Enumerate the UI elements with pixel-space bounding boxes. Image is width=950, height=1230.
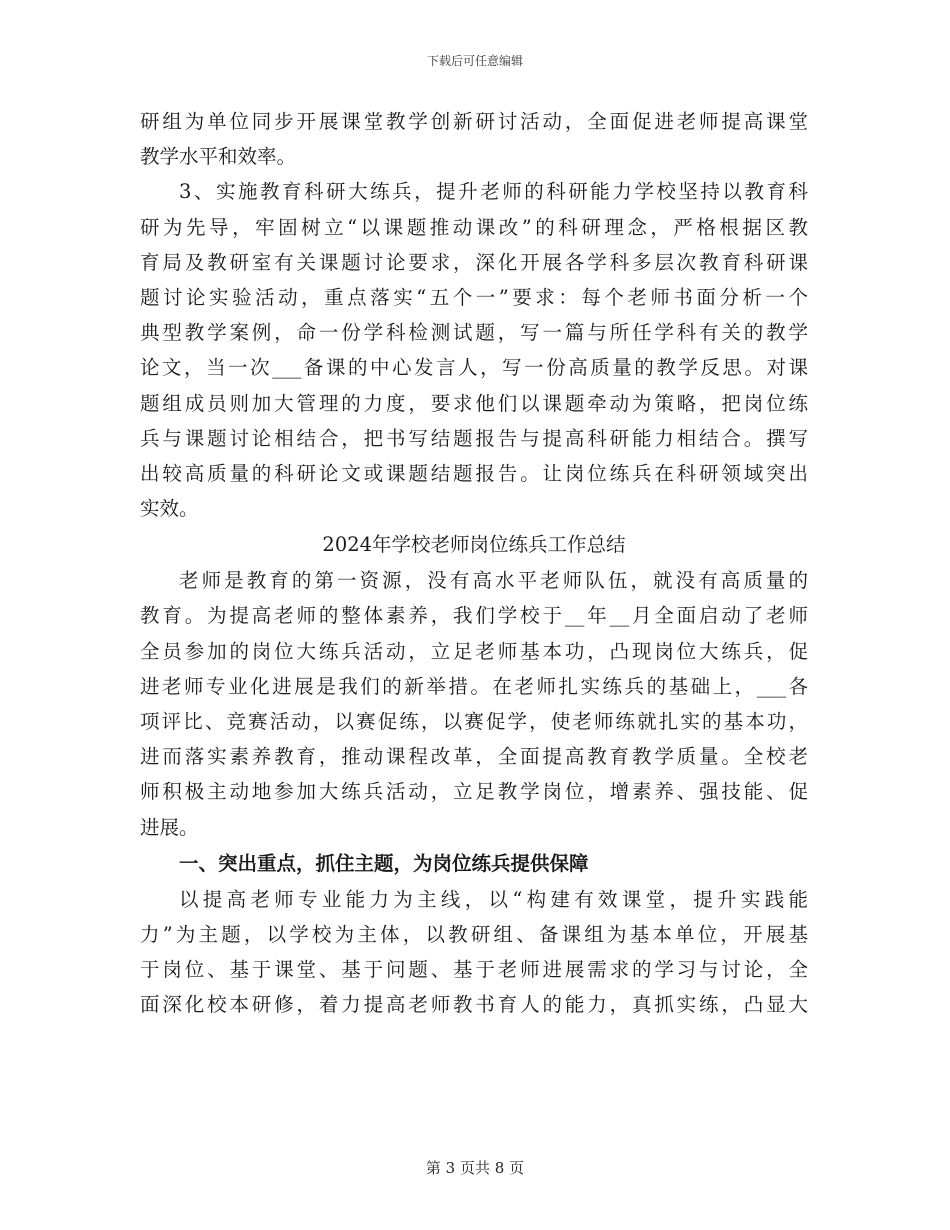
paragraph-line: 出较高质量的科研论文或课题结题报告。让岗位练兵在科研领域突出 <box>140 461 808 485</box>
page-header: 下载后可任意编辑 <box>426 54 523 68</box>
paragraph-line: 师积极主动地参加大练兵活动，立足教学岗位，增素养、强技能、促 <box>140 780 808 804</box>
paragraph-line: 面深化校本研修，着力提高老师教书育人的能力，真抓实练，凸显大 <box>140 993 808 1017</box>
paragraph-line: 教育。为提高老师的整体素养，我们学校于__年__月全面启动了老师 <box>140 604 808 628</box>
paragraph-line: 育局及教研室有关课题讨论要求，深化开展各学科多层次教育科研课 <box>140 250 808 274</box>
paragraph-line: 全员参加的岗位大练兵活动，立足老师基本功，凸现岗位大练兵，促 <box>140 639 808 663</box>
paragraph-line: 力”为主题，以学校为主体，以教研组、备课组为基本单位，开展基 <box>140 922 808 946</box>
paragraph-line: 典型教学案例，命一份学科检测试题，写一篇与所任学科有关的教学 <box>140 321 808 345</box>
paragraph-line: 题讨论实验活动，重点落实“五个一”要求：每个老师书面分析一个 <box>140 285 808 309</box>
paragraph-line: 研为先导，牢固树立“以课题推动课改”的科研理念，严格根据区教 <box>140 215 808 239</box>
section-title: 2024年学校老师岗位练兵工作总结 <box>322 533 626 557</box>
document-body <box>140 104 808 1023</box>
paragraph-line: 研组为单位同步开展课堂教学创新研讨活动，全面促进老师提高课堂 <box>140 110 808 133</box>
paragraph-line: 进老师专业化进展是我们的新举措。在老师扎实练兵的基础上，___各 <box>140 674 808 698</box>
paragraph-line: 实效。 <box>140 497 199 521</box>
paragraph-line: 论文，当一次___备课的中心发言人，写一份高质量的教学反思。对课 <box>140 356 808 380</box>
paragraph-line: 3、实施教育科研大练兵，提升老师的科研能力学校坚持以教育科 <box>179 180 808 204</box>
paragraph-line: 进而落实素养教育，推动课程改革，全面提高教育教学质量。全校老 <box>140 745 808 769</box>
paragraph-line: 进展。 <box>140 815 199 839</box>
paragraph-line: 题组成员则加大管理的力度，要求他们以课题牵动为策略，把岗位练 <box>140 391 808 415</box>
paragraph-line: 教学水平和效率。 <box>140 145 297 169</box>
paragraph-line: 以提高老师专业能力为主线，以“构建有效课堂，提升实践能 <box>179 887 808 911</box>
paragraph-line: 项评比、竞赛活动，以赛促练，以赛促学，使老师练就扎实的基本功， <box>140 710 808 733</box>
section-heading: 一、突出重点，抓住主题，为岗位练兵提供保障 <box>179 851 589 875</box>
page-footer: 第 3 页共 8 页 <box>425 1159 525 1177</box>
paragraph-line: 于岗位、基于课堂、基于问题、基于老师进展需求的学习与讨论，全 <box>140 958 808 982</box>
paragraph-line: 兵与课题讨论相结合，把书写结题报告与提高科研能力相结合。撰写 <box>140 426 808 450</box>
paragraph-line: 老师是教育的第一资源，没有高水平老师队伍，就没有高质量的 <box>179 569 808 593</box>
